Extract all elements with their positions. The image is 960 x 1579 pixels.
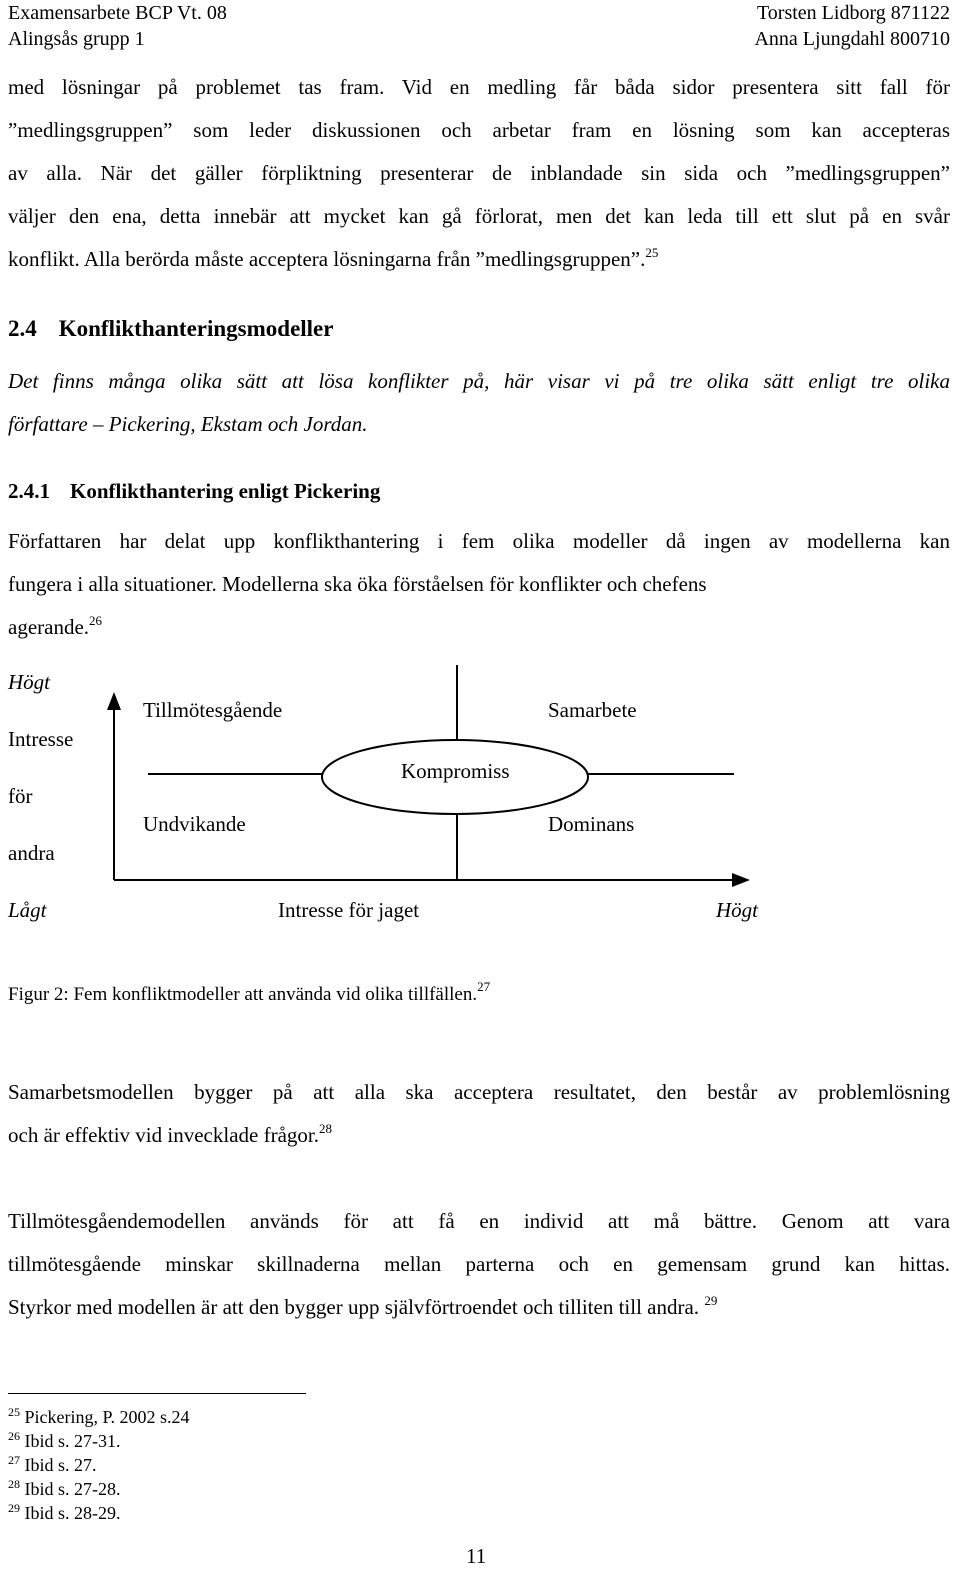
footnote-text: Pickering, P. 2002 s.24: [24, 1407, 190, 1427]
footnote-list: [8, 1405, 190, 1525]
quadrant-kompromiss: Kompromiss: [401, 759, 510, 783]
intro-line-text: konflikt. Alla berörda måste acceptera lösningarna från ”medlingsgruppen”.: [8, 247, 646, 271]
footnote-ref-28: 28: [318, 1121, 332, 1136]
paragraph-line-last: [8, 1286, 950, 1329]
page-number: 11: [466, 1544, 487, 1568]
intro-line: ”medlingsgruppen” som leder diskussionen och arbetar fram en lösning som kan accepteras: [8, 118, 950, 142]
footnote-item: [8, 1429, 190, 1453]
paragraph-line: tillmötesgående minskar skillnaderna mellan parterna och en gemensam grund kan hittas.: [8, 1252, 950, 1276]
paragraph-line-text: Styrkor med modellen är att den bygger upp självförtroendet och tilliten till andra.: [8, 1295, 700, 1319]
footnote-number: 25: [8, 1405, 20, 1419]
x-axis-arrow: [732, 873, 750, 887]
samarbete-paragraph: [8, 1071, 950, 1157]
figure-caption-text: Figur 2: Fem konfliktmodeller att använda vid olika tillfällen.: [8, 984, 478, 1005]
y-axis-high-label: Högt: [8, 670, 50, 694]
intro-line: av alla. När det gäller förpliktning presenterar de inblandade sin sida och ”medlingsgruppen”: [8, 161, 950, 185]
figure-caption: [8, 979, 491, 1006]
footnote-item: [8, 1477, 190, 1501]
footnote-number: 26: [8, 1429, 20, 1443]
paragraph-line: Samarbetsmodellen bygger på att alla ska acceptera resultatet, den består av problemlösning: [8, 1080, 950, 1104]
x-axis-low-label: Lågt: [8, 898, 47, 922]
quadrant-dominans: Dominans: [548, 812, 635, 836]
header-right-line2: Anna Ljungdahl 800710: [754, 28, 950, 50]
header-right-line1: Torsten Lidborg 871122: [756, 2, 950, 24]
tillmotes-paragraph: [8, 1200, 950, 1329]
paragraph-line-text: och är effektiv vid invecklade frågor.: [8, 1123, 319, 1147]
footnote-ref-26: 26: [89, 613, 103, 628]
footnote-text: Ibid s. 27-28.: [24, 1479, 121, 1499]
x-axis-high-label: Högt: [716, 898, 758, 922]
header-left-line1: Examensarbete BCP Vt. 08: [8, 2, 227, 24]
paragraph-line: Författaren har delat upp konflikthantering i fem olika modeller då ingen av modellerna kan: [8, 529, 950, 553]
footnote-item: [8, 1453, 190, 1477]
quadrant-undvikande: Undvikande: [143, 812, 246, 836]
footnote-item: [8, 1501, 190, 1525]
y-axis-label-3: andra: [8, 841, 55, 865]
section-number: 2.4: [8, 316, 37, 341]
y-axis-label-2: för: [8, 784, 33, 808]
y-axis-arrow: [107, 692, 121, 710]
intro-line: med lösningar på problemet tas fram. Vid en medling får båda sidor presentera sitt fall för: [8, 75, 950, 99]
x-axis-label: Intresse för jaget: [278, 898, 420, 922]
footnote-text: Ibid s. 28-29.: [24, 1503, 121, 1523]
section-title: Konflikthanteringsmodeller: [58, 316, 334, 341]
paragraph-line-last: [8, 1114, 950, 1157]
footnote-number: 27: [8, 1453, 20, 1467]
subsection-title: Konflikthantering enligt Pickering: [70, 479, 381, 503]
quadrant-tillmotesgaende: Tillmötesgående: [143, 698, 283, 722]
header-left-line2: Alingsås grupp 1: [8, 28, 145, 50]
footnote-ref-27: 27: [477, 979, 491, 994]
section-intro-line: Det finns många olika sätt att lösa konflikter på, här visar vi på tre olika sätt enligt tre olika: [8, 369, 950, 393]
paragraph-line-text: agerande.: [8, 615, 90, 639]
subsection-number: 2.4.1: [8, 479, 50, 503]
section-intro-line: författare – Pickering, Ekstam och Jordan.: [8, 412, 368, 436]
footnote-number: 28: [8, 1477, 20, 1491]
footnote-ref-29: 29: [704, 1293, 718, 1308]
y-axis-label-1: Intresse: [8, 727, 74, 751]
intro-line: väljer den ena, detta innebär att mycket kan gå förlorat, men det kan leda till ett slut på en svår: [8, 204, 950, 228]
footnote-number: 29: [8, 1501, 20, 1515]
footnote-text: Ibid s. 27-31.: [24, 1431, 121, 1451]
footnote-separator: [8, 1393, 306, 1394]
quadrant-samarbete: Samarbete: [548, 698, 637, 722]
paragraph-line: fungera i alla situationer. Modellerna ska öka förståelsen för konflikter och chefens: [8, 572, 707, 596]
paragraph-line: Tillmötesgåendemodellen används för att få en individ att må bättre. Genom att vara: [8, 1209, 950, 1233]
footnote-text: Ibid s. 27.: [24, 1455, 97, 1475]
footnote-ref-25: 25: [645, 245, 659, 260]
footnote-item: [8, 1405, 190, 1429]
